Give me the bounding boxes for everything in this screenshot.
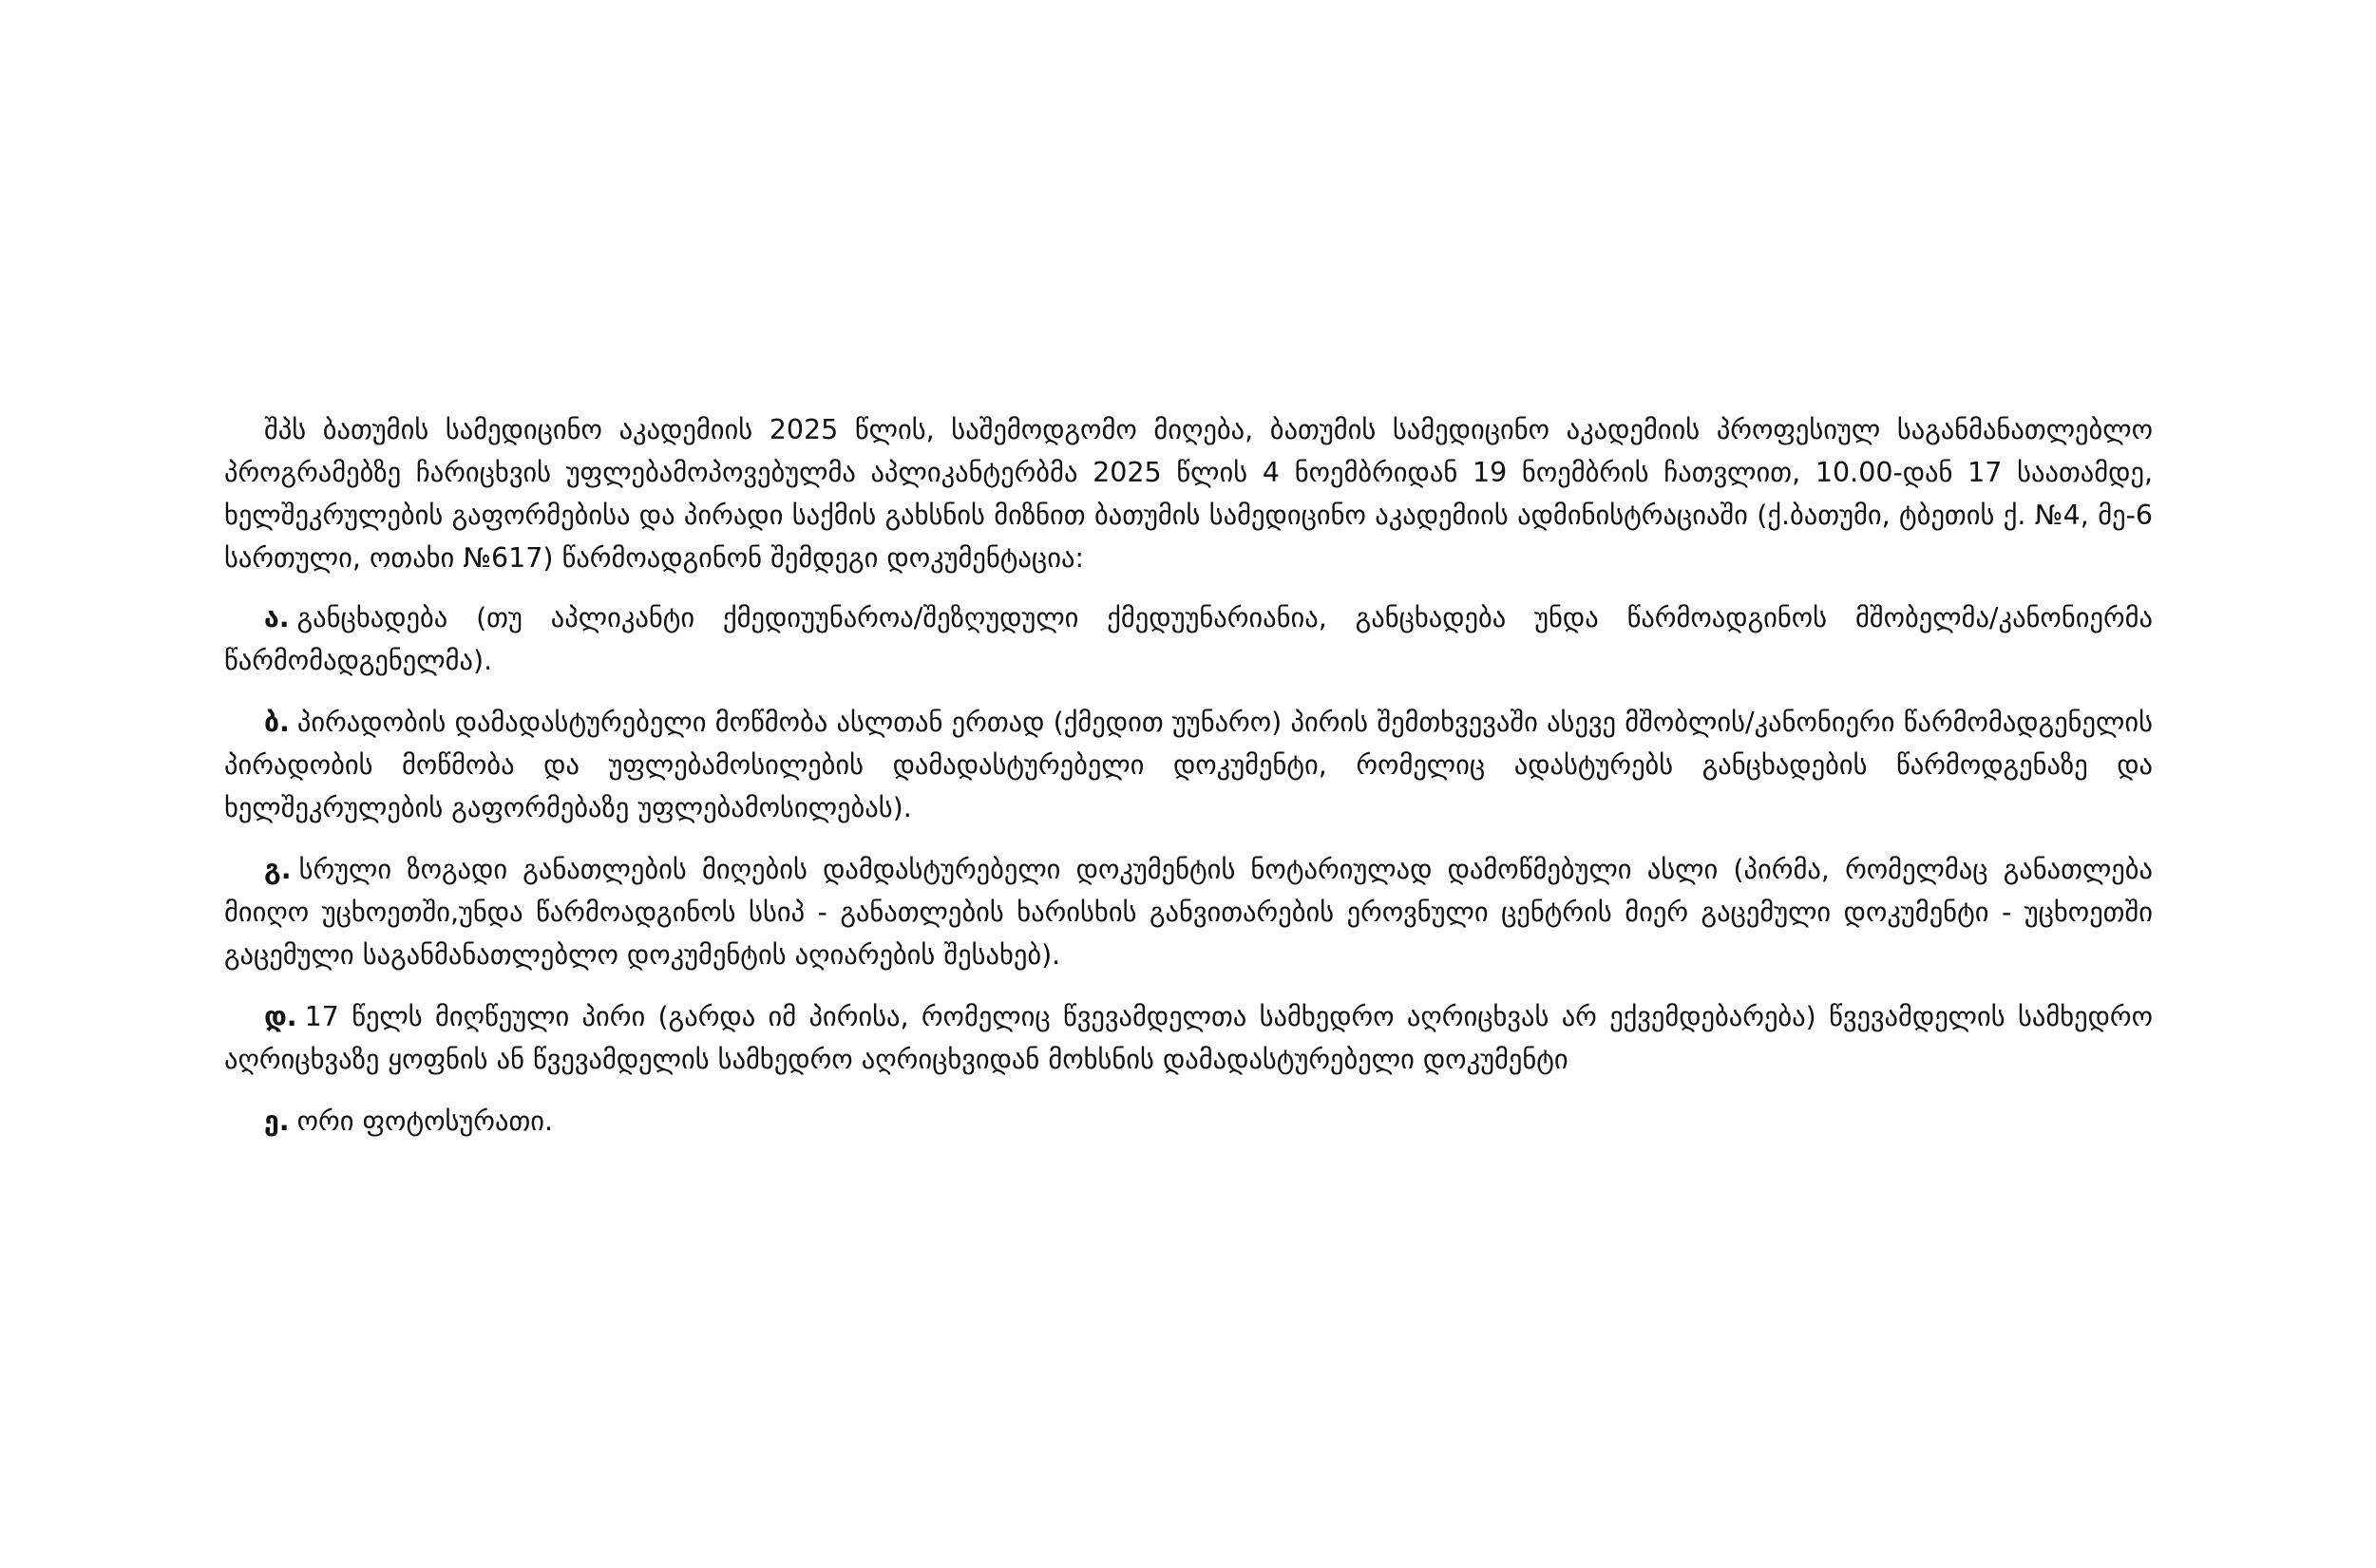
item-text: 17 წელს მიღწეული პირი (გარდა იმ პირისა, რომელიც წვევამდელთა სამხედრო აღრიცხვას არ ექვემდებარება) წვევამდელის სამხედრო აღრიცხვაზე ყოფნის ან წვევამდელის სამხედრო აღრიცხვიდან მოხსნის დამადასტურებელი დოკუმენტი <box>224 1001 2153 1075</box>
document-body <box>224 408 2153 1162</box>
item-text: სრული ზოგადი განათლების მიღების დამდასტურებელი დოკუმენტის ნოტარიულად დამოწმებული ასლი (პირმა, რომელმაც განათლება მიიღო უცხოეთში,უნდა წარმოადგინოს სსიპ - განათლების ხარისხის განვითარების ეროვნული ცენტრის მიერ გაცემული დოკუმენტი - უცხოეთში გაცემული საგანმანათლებლო დოკუმენტის აღიარების შესახებ). <box>224 854 2153 971</box>
intro-paragraph: შპს ბათუმის სამედიცინო აკადემიის 2025 წლის, საშემოდგომო მიღება, ბათუმის სამედიცინო აკადემიის პროფესიულ საგანმანათლებლო პროგრამებზე ჩარიცხვის უფლებამოპოვებულმა აპლიკანტერბმა 2025 წლის 4 ნოემბრიდან 19 ნოემბრის ჩათვლით, 10.00-დან 17 საათამდე, ხელშეკრულების გაფორმებისა და პირადი საქმის გახსნის მიზნით ბათუმის სამედიცინო აკადემიის ადმინისტრაციაში (ქ.ბათუმი, ტბეთის ქ. №4, მე-6 სართული, ოთახი №617) წარმოადგინონ შემდეგი დოკუმენტაცია: <box>224 414 2153 574</box>
list-item-a <box>224 596 2153 682</box>
list-item-e <box>224 1100 2153 1143</box>
list-item-d <box>224 995 2153 1081</box>
list-item-b <box>224 701 2153 829</box>
item-letter: ბ. <box>264 707 290 738</box>
item-letter: ა. <box>264 602 290 633</box>
item-letter: გ. <box>264 854 292 885</box>
item-text: ორი ფოტოსურათი. <box>296 1105 554 1137</box>
item-letter: ე. <box>264 1105 290 1137</box>
item-letter: დ. <box>264 1001 297 1032</box>
item-text: პირადობის დამადასტურებელი მოწმობა ასლთან ერთად (ქმედით უუნარო) პირის შემთხვევაში ასევე მშობლის/კანონიერი წარმომადგენელის პირადობის მოწმობა და უფლებამოსილების დამადასტურებელი დოკუმენტი, რომელიც ადასტურებს განცხადების წარმოდგენაზე და ხელშეკრულების გაფორმებაზე უფლებამოსილებას). <box>224 707 2153 823</box>
list-item-g <box>224 848 2153 976</box>
item-text: განცხადება (თუ აპლიკანტი ქმედიუუნაროა/შეზღუდული ქმედუუნარიანია, განცხადება უნდა წარმოადგინოს მშობელმა/კანონიერმა წარმომადგენელმა). <box>224 602 2153 676</box>
